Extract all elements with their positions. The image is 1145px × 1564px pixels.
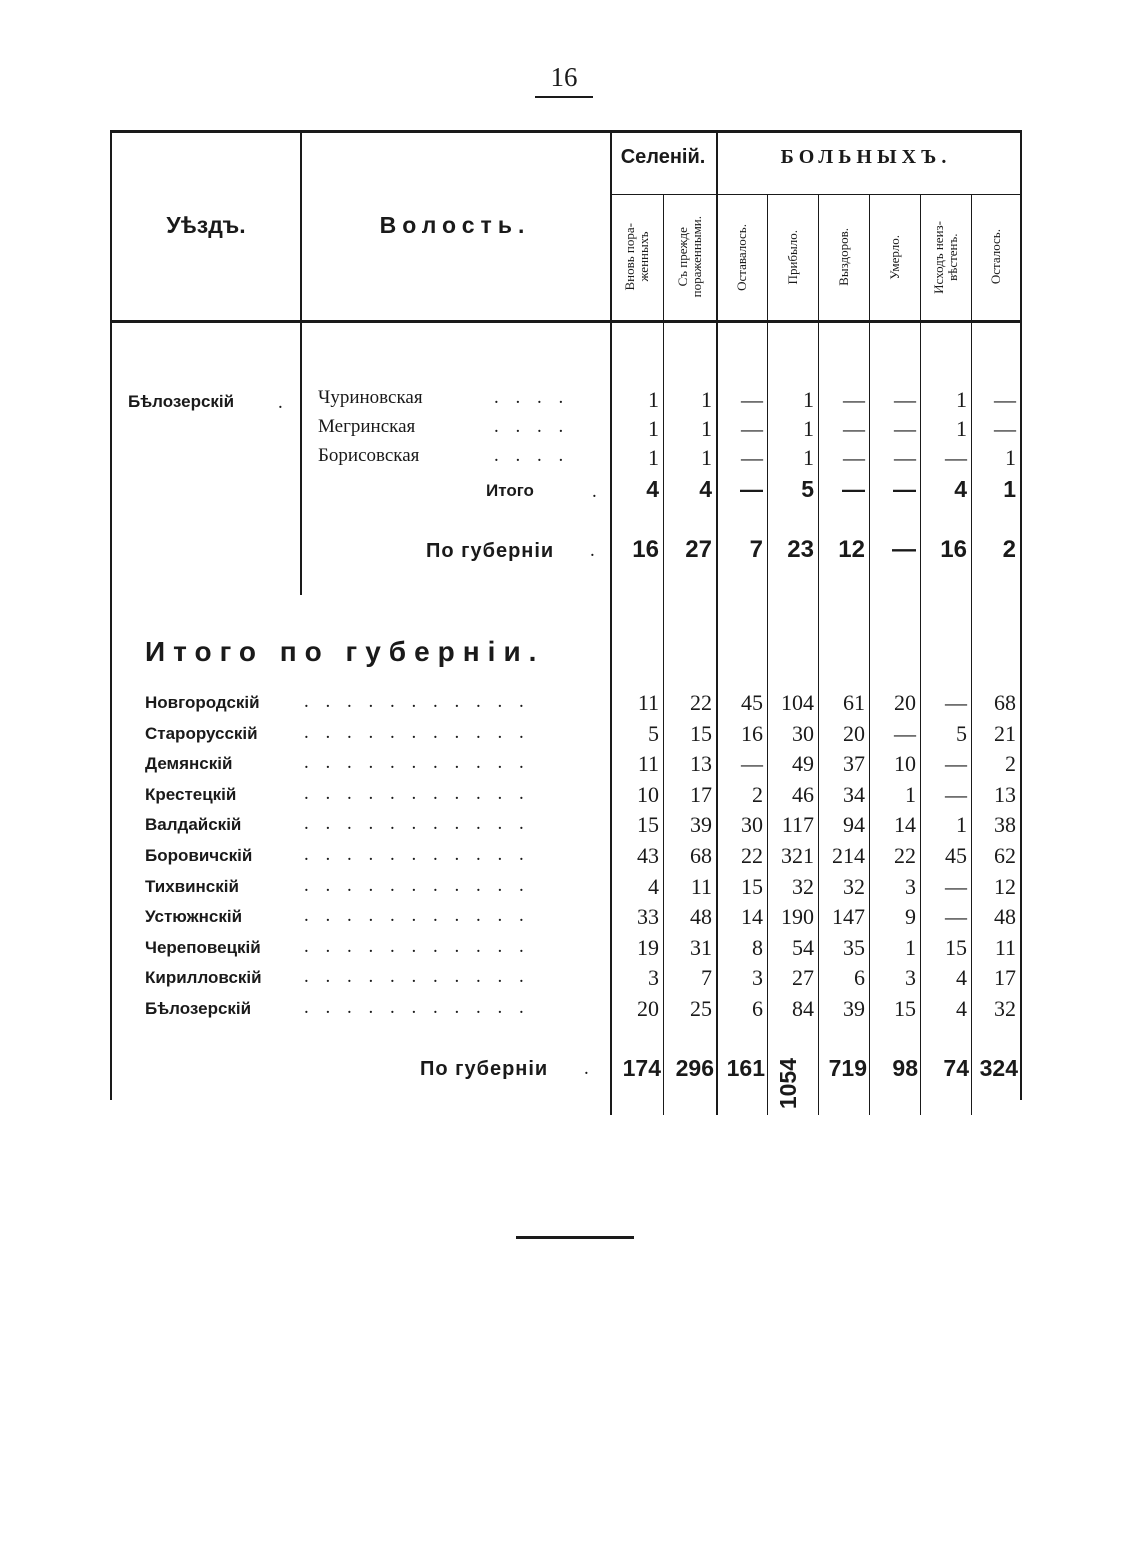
column-header-text: Оставалось. (733, 223, 749, 291)
column-header-text: Вновь пора- женныхъ (621, 223, 651, 291)
cell-value: 48 (690, 904, 712, 930)
cell-value: 719 (828, 1055, 867, 1081)
page-number-underline (535, 96, 593, 98)
cell-value: 3 (752, 965, 763, 991)
header-volost: Волость. (379, 212, 531, 238)
cell-value: 16 (940, 536, 967, 563)
cell-value: 2 (752, 781, 763, 807)
po-gubernii-label-1: По губерніи (426, 540, 555, 562)
column-header-text: Выздоров. (835, 228, 851, 286)
cell-value: — (945, 445, 967, 470)
cell-value: 98 (892, 1055, 918, 1081)
cell-value: 15 (894, 996, 916, 1021)
cell-value: — (945, 873, 967, 899)
uezd-name: Бѣлозерскій (145, 999, 252, 1018)
itogo-label: Итого (486, 481, 534, 500)
column-header-text: Прибыло. (784, 229, 800, 285)
cell-value: 4 (648, 873, 659, 899)
cell-value: 31 (690, 934, 712, 960)
cell-value: 54 (792, 934, 814, 960)
cell-value: 1 (648, 387, 659, 412)
cell-value: 4 (699, 476, 712, 502)
table-right-border (1020, 130, 1022, 1100)
cell-value: 1 (905, 781, 916, 807)
cell-value: 23 (787, 536, 814, 563)
cell-value: 30 (792, 720, 814, 746)
column-header (716, 196, 767, 318)
header-bolnykh: БОЛЬНЫХЪ. (780, 146, 952, 168)
cell-value: 5 (801, 476, 814, 502)
cell-value: 10 (894, 751, 916, 777)
cell-value: 39 (843, 996, 865, 1021)
cell-value: 14 (894, 812, 916, 838)
cell-value: 38 (994, 812, 1016, 838)
cell-value: 1 (648, 416, 659, 441)
closing-rule (516, 1236, 634, 1239)
table-header-rule (110, 320, 1020, 323)
column-header-text: Умерло. (886, 234, 902, 280)
leader-dots: . (592, 481, 603, 502)
cell-value: 15 (945, 934, 967, 960)
leader-dots: . . . . (494, 387, 570, 408)
cell-value: 35 (843, 934, 865, 960)
uezd-volost-divider (300, 130, 302, 595)
cell-value: 39 (690, 812, 712, 838)
cell-value: — (741, 416, 763, 441)
cell-value: 1 (648, 445, 659, 470)
cell-value: 10 (637, 781, 659, 807)
uezd-name: Крестецкій (145, 784, 237, 804)
cell-value: — (994, 416, 1016, 441)
cell-value: 1 (803, 416, 814, 441)
cell-value: 22 (894, 843, 916, 868)
cell-value: 1 (1005, 445, 1016, 470)
cell-value: 3 (905, 965, 916, 991)
column-header (767, 196, 818, 318)
cell-value: — (894, 445, 916, 470)
uezd-belozersky: Бѣлозерскій (128, 392, 235, 411)
cell-value: — (894, 416, 916, 441)
cell-value: 15 (741, 873, 763, 899)
cell-value: — (893, 476, 916, 502)
column-header (920, 196, 971, 318)
leader-dots: . (590, 540, 601, 561)
leader-dots: . . . . . . . . . . . (304, 874, 530, 896)
table-left-border (110, 130, 112, 1100)
cell-value: 11 (637, 690, 659, 715)
column-header (869, 196, 920, 318)
cell-value: 3 (648, 965, 659, 991)
cell-value: 45 (945, 843, 967, 868)
cell-value: 11 (637, 751, 659, 777)
cell-value: 147 (832, 904, 865, 930)
cell-value: 324 (979, 1055, 1018, 1081)
cell-value: 74 (943, 1055, 969, 1081)
uezd-name: Демянскій (145, 754, 233, 774)
cell-value: 30 (741, 812, 763, 838)
header-selenii: Селеній. (620, 146, 706, 168)
leader-dots: . . . . . . . . . . . (304, 966, 530, 988)
cell-value: 15 (690, 720, 712, 746)
cell-value: 37 (843, 751, 865, 777)
column-header (818, 196, 869, 318)
cell-value: 68 (690, 843, 712, 868)
cell-value: 9 (905, 904, 916, 930)
cell-value: — (945, 781, 967, 807)
cell-value: 4 (954, 476, 967, 502)
cell-value: 33 (637, 904, 659, 930)
leader-dots: . . . . . . . . . . . (304, 752, 530, 774)
cell-value: 5 (648, 720, 659, 746)
cell-value: 4 (646, 476, 659, 502)
leader-dots: . . . . . . . . . . . (304, 782, 530, 804)
leader-dots: . (278, 392, 289, 413)
uezd-name: Валдайскій (145, 815, 242, 835)
cell-value: — (945, 904, 967, 930)
cell-value: 174 (622, 1055, 661, 1081)
cell-value: 15 (637, 812, 659, 838)
cell-value: 4 (956, 965, 967, 991)
cell-value: 7 (749, 536, 763, 563)
cell-value: 2 (1005, 751, 1016, 777)
cell-value: 1 (803, 445, 814, 470)
cell-value: 12 (838, 536, 865, 563)
cell-value: 117 (781, 812, 814, 838)
cell-value: 1 (1003, 476, 1016, 502)
cell-value: — (994, 387, 1016, 412)
cell-value: 161 (726, 1055, 765, 1081)
po-gubernii-label-2: По губерніи (420, 1058, 549, 1080)
section2-title: Итого по губерніи. (145, 636, 545, 667)
cell-value: — (843, 387, 865, 412)
cell-value: 46 (792, 781, 814, 807)
cell-value: — (842, 476, 865, 502)
uezd-name: Боровичскій (145, 846, 253, 865)
cell-value: 296 (675, 1055, 714, 1081)
cell-value: 13 (690, 751, 712, 777)
cell-value: 3 (905, 873, 916, 899)
cell-value: — (741, 445, 763, 470)
cell-value: 43 (637, 843, 659, 868)
cell-value: 11 (690, 873, 712, 899)
cell-value: 1 (701, 416, 712, 441)
cell-value: 22 (741, 843, 763, 868)
cell-value: 1054 (775, 1058, 801, 1110)
cell-value: 13 (994, 781, 1016, 807)
column-header-text: Исходъ неиз- вѣстенъ. (930, 220, 960, 294)
cell-value: — (894, 720, 916, 746)
cell-value: 6 (854, 965, 865, 991)
table-subheader-rule (610, 194, 1020, 195)
cell-value: 1 (956, 416, 967, 441)
header-uezd: Уѣздъ. (166, 212, 246, 238)
cell-value: 12 (994, 873, 1016, 899)
cell-value: 19 (637, 934, 659, 960)
cell-value: 68 (994, 690, 1016, 715)
cell-value: 22 (690, 690, 712, 715)
cell-value: 20 (894, 690, 916, 715)
leader-dots: . . . . . . . . . . . (304, 813, 530, 835)
leader-dots: . (584, 1058, 595, 1079)
cell-value: 17 (690, 781, 712, 807)
column-header (610, 196, 663, 318)
cell-value: — (892, 536, 916, 563)
cell-value: — (843, 445, 865, 470)
cell-value: 11 (994, 934, 1016, 960)
cell-value: 104 (781, 690, 814, 715)
cell-value: 1 (956, 387, 967, 412)
cell-value: 84 (792, 996, 814, 1021)
cell-value: 1 (701, 445, 712, 470)
cell-value: — (945, 690, 967, 715)
cell-value: — (740, 476, 763, 502)
cell-value: 45 (741, 690, 763, 715)
uezd-name: Новгородскій (145, 693, 260, 712)
cell-value: 16 (741, 720, 763, 746)
cell-value: 27 (792, 965, 814, 991)
cell-value: 32 (792, 873, 814, 899)
cell-value: — (741, 751, 763, 777)
uezd-name: Кирилловскій (145, 968, 262, 988)
volost-name: Борисовская (318, 445, 420, 466)
leader-dots: . . . . (494, 445, 570, 466)
cell-value: 190 (781, 904, 814, 930)
cell-value: 94 (843, 812, 865, 838)
cell-value: 1 (905, 934, 916, 960)
cell-value: 5 (956, 720, 967, 746)
cell-value: — (894, 387, 916, 412)
column-header-text: Осталось. (987, 229, 1003, 285)
cell-value: 25 (690, 996, 712, 1021)
cell-value: 214 (832, 843, 865, 868)
uezd-name: Тихвинскій (145, 876, 239, 896)
volost-name: Чуриновская (318, 387, 423, 408)
leader-dots: . . . . (494, 416, 570, 437)
cell-value: 48 (994, 904, 1016, 930)
cell-value: 20 (843, 720, 865, 746)
cell-value: 32 (843, 873, 865, 899)
cell-value: 32 (994, 996, 1016, 1021)
column-header-text: Съ прежде пораженными. (674, 216, 704, 298)
cell-value: 1 (701, 387, 712, 412)
cell-value: 8 (752, 934, 763, 960)
cell-value: 62 (994, 843, 1016, 868)
cell-value: 7 (701, 965, 712, 991)
cell-value: 1 (956, 812, 967, 838)
cell-value: 34 (843, 781, 865, 807)
uezd-name: Череповецкій (145, 937, 261, 957)
leader-dots: . . . . . . . . . . . (304, 844, 530, 865)
leader-dots: . . . . . . . . . . . (304, 997, 530, 1018)
uezd-name: Старорусскій (145, 723, 258, 743)
cell-value: 61 (843, 690, 865, 715)
cell-value: 2 (1002, 536, 1016, 563)
cell-value: 6 (752, 996, 763, 1021)
cell-value: — (945, 751, 967, 777)
leader-dots: . . . . . . . . . . . (304, 905, 530, 927)
column-header (663, 196, 716, 318)
cell-value: 1 (803, 387, 814, 412)
volost-name: Мегринская (318, 416, 416, 437)
page-number: 16 (550, 62, 578, 92)
leader-dots: . . . . . . . . . . . (304, 935, 530, 957)
cell-value: 17 (994, 965, 1016, 991)
leader-dots: . . . . . . . . . . . (304, 691, 530, 712)
cell-value: — (843, 416, 865, 441)
cell-value: 49 (792, 751, 814, 777)
cell-value: 27 (685, 536, 712, 563)
cell-value: 14 (741, 904, 763, 930)
uezd-name: Устюжнскій (145, 907, 243, 927)
cell-value: — (741, 387, 763, 412)
cell-value: 20 (637, 996, 659, 1021)
cell-value: 4 (956, 996, 967, 1021)
cell-value: 21 (994, 720, 1016, 746)
cell-value: 321 (781, 843, 814, 868)
cell-value: 16 (632, 536, 659, 563)
column-header (971, 196, 1020, 318)
leader-dots: . . . . . . . . . . . (304, 721, 530, 743)
table-top-rule (110, 130, 1020, 133)
